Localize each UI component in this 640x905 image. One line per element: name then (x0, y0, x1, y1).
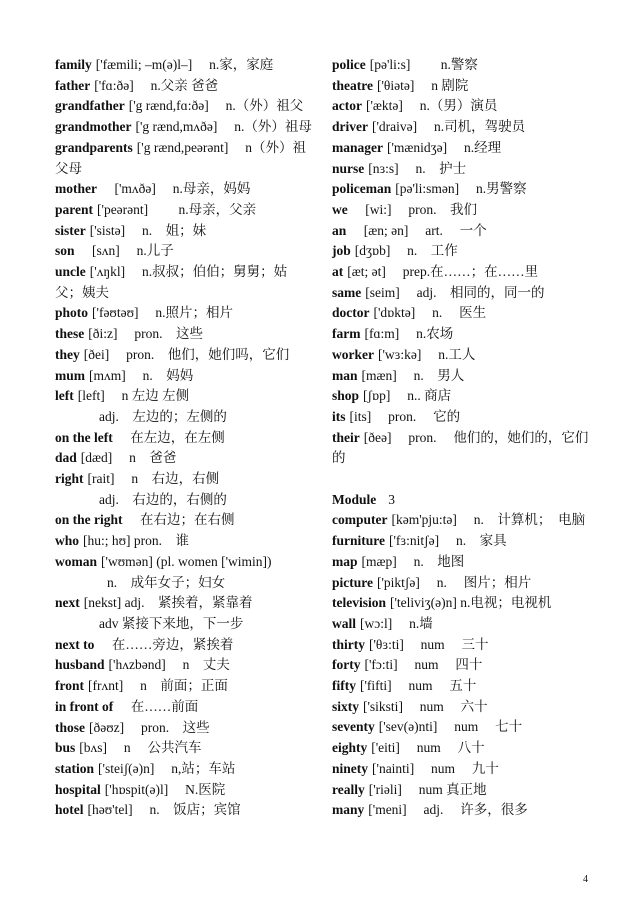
vocab-entry (332, 179, 592, 200)
vocab-entry (55, 759, 313, 780)
vocab-entry (332, 221, 592, 242)
vocab-entry (332, 614, 592, 635)
vocab-word: left (55, 388, 74, 404)
vocab-word: thirty (332, 636, 365, 652)
vocab-definition: ['θɜ:ti] num 三十 (369, 636, 489, 652)
vocab-word: grandmother (55, 119, 132, 135)
vocab-definition: ['wʊmən] (pl. women ['wimin]) (101, 553, 272, 569)
vocab-word: photo (55, 305, 89, 321)
vocab-definition: ['g rænd,peərənt] n（外）祖父母 (55, 139, 307, 176)
vocab-definition: [nekst] adj. 紧挨着，紧靠着 (83, 595, 253, 611)
vocab-word: dad (55, 450, 77, 466)
vocab-word: job (332, 243, 351, 259)
vocab-entry (332, 324, 592, 345)
vocab-definition: ['hɒspit(ə)l] N.医院 (104, 781, 226, 797)
vocab-word: furniture (332, 533, 385, 549)
vocab-entry (55, 324, 313, 345)
spacer (332, 469, 592, 490)
vocab-sub-definition: n. 成年女子；妇女 (107, 574, 226, 590)
vocab-word: in front of (55, 698, 114, 714)
vocab-definition: [ʃɒp] n.. 商店 (363, 388, 452, 404)
vocab-word: hotel (55, 802, 84, 818)
vocab-word: an (332, 222, 347, 238)
vocab-word: theatre (332, 77, 373, 93)
vocab-word: mother (55, 181, 97, 197)
vocab-entry (55, 718, 313, 739)
vocab-definition: [sʌn] n.儿子 (78, 243, 174, 259)
vocab-entry (332, 117, 592, 138)
vocab-word: their (332, 429, 360, 445)
vocab-entry (55, 780, 313, 801)
vocab-definition: [kəm'pju:tə] n. 计算机； 电脑 (391, 512, 586, 528)
vocab-definition: [hu:; hʊ] pron. 谁 (83, 533, 190, 549)
vocab-entry (332, 593, 592, 614)
module-heading (332, 490, 592, 511)
vocab-word: we (332, 201, 348, 217)
vocab-entry (55, 676, 313, 697)
vocab-word: sister (55, 222, 86, 238)
vocab-entry (55, 800, 313, 821)
vocab-word: on the right (55, 512, 123, 528)
vocabulary-list-module-3 (332, 510, 592, 821)
vocab-entry (332, 138, 592, 159)
vocab-definition: [dæd] n 爸爸 (80, 450, 177, 466)
vocab-word: fifty (332, 678, 356, 694)
vocab-entry (332, 676, 592, 697)
vocab-definition: ['mænidʒə] n.经理 (387, 139, 502, 155)
vocab-definition: ['θiətə] n 剧院 (376, 77, 469, 93)
vocab-word: hospital (55, 781, 101, 797)
vocab-word: station (55, 760, 95, 776)
vocab-entry (55, 221, 313, 242)
vocab-entry (332, 386, 592, 407)
vocab-definition: ['g rænd,fɑ:ðə] n.（外）祖父 (128, 98, 304, 114)
vocab-entry (332, 366, 592, 387)
vocab-entry (55, 55, 313, 76)
vocab-word: actor (332, 98, 362, 114)
vocab-entry (55, 241, 313, 262)
vocab-word: sixty (332, 698, 359, 714)
vocab-definition: ['eiti] num 八十 (371, 740, 485, 756)
vocab-definition: [ðəʊz] pron. 这些 (89, 719, 210, 735)
vocab-definition: [pə'li:s] n.警察 (369, 57, 478, 72)
vocab-entry (332, 200, 592, 221)
vocab-word: grandparents (55, 139, 133, 155)
vocab-word: son (55, 243, 75, 259)
vocab-sub-definition: adj. 左边的；左侧的 (99, 408, 227, 424)
vocab-word: man (332, 367, 358, 383)
vocabulary-column-right (332, 55, 592, 821)
vocab-sub-definition: adj. 右边的，右侧的 (99, 491, 227, 507)
vocab-entry (55, 510, 313, 531)
vocab-entry (332, 159, 592, 180)
vocab-word: shop (332, 388, 360, 404)
vocab-word: farm (332, 326, 361, 342)
vocab-definition: [fɑ:m] n.农场 (364, 326, 454, 342)
vocab-word: woman (55, 553, 98, 569)
vocab-entry (332, 428, 592, 469)
module-number: 3 (388, 491, 396, 507)
vocab-definition: ['sistə] n. 姐；妹 (89, 222, 207, 238)
vocab-entry (55, 200, 313, 221)
vocab-entry (55, 262, 313, 303)
vocab-word: really (332, 781, 365, 797)
vocab-word: front (55, 678, 84, 694)
vocab-definition: [ðei] pron. 他们，她们吗，它们 (83, 346, 290, 362)
vocab-definition: 在……旁边，紧挨着 (98, 636, 234, 652)
vocab-definition: [həʊ'tel] n. 饭店；宾馆 (87, 802, 241, 818)
vocab-entry (332, 780, 592, 801)
vocab-definition: ['sev(ə)nti] num 七十 (378, 719, 523, 735)
vocab-definition: [rait] n 右边，右侧 (87, 471, 220, 487)
vocab-definition: [wɔ:l] n.墙 (360, 615, 433, 631)
vocab-word: bus (55, 740, 76, 756)
vocab-word: next (55, 595, 80, 611)
vocab-word: father (55, 77, 91, 93)
vocab-word: at (332, 264, 344, 280)
vocab-entry (332, 759, 592, 780)
vocab-definition: ['fɔ:ti] num 四十 (364, 657, 483, 673)
vocab-definition: [æt; ət] prep.在……；在……里 (347, 264, 539, 280)
vocab-definition: ['riəli] num 真正地 (368, 781, 487, 797)
vocab-definition: [bʌs] n 公共汽车 (79, 740, 202, 756)
vocab-definition: ['teliviʒ(ə)n] n.电视；电视机 (390, 595, 552, 611)
vocab-entry (55, 345, 313, 366)
vocab-word: ninety (332, 760, 369, 776)
vocab-entry (332, 262, 592, 283)
vocab-entry (332, 96, 592, 117)
vocab-entry (332, 655, 592, 676)
vocab-word: doctor (332, 305, 370, 321)
vocab-definition: [æn; ən] art. 一个 (350, 222, 487, 238)
vocab-entry (55, 179, 313, 200)
vocab-entry (332, 738, 592, 759)
vocab-entry (332, 76, 592, 97)
vocab-definition: [ðeə] pron. 他们的，她们的，它们的 (332, 429, 589, 466)
vocab-definition: ['fifti] num 五十 (360, 678, 477, 694)
vocab-word: policeman (332, 181, 392, 197)
vocab-word: map (332, 553, 358, 569)
vocab-entry (332, 241, 592, 262)
vocab-entry (55, 593, 313, 634)
vocab-definition: 在右边；在右侧 (126, 512, 235, 528)
vocab-word: uncle (55, 264, 86, 280)
vocab-entry (55, 697, 313, 718)
vocab-definition: [left] n 左边 左侧 (77, 388, 190, 404)
vocab-word: forty (332, 657, 361, 673)
vocab-word: seventy (332, 719, 375, 735)
vocab-word: mum (55, 367, 85, 383)
vocab-entry (332, 407, 592, 428)
vocab-entry (55, 428, 313, 449)
vocab-definition: ['nainti] num 九十 (372, 760, 499, 776)
vocab-definition: [mæn] n. 男人 (361, 367, 465, 383)
vocab-definition: ['fəʊtəʊ] n.照片；相片 (92, 305, 233, 321)
vocab-word: police (332, 57, 366, 72)
vocab-entry (332, 55, 592, 76)
vocab-definition: [wi:] pron. 我们 (351, 201, 477, 217)
vocab-entry (332, 697, 592, 718)
vocab-definition: ['hʌzbənd] n 丈夫 (108, 657, 230, 673)
vocab-word: right (55, 471, 84, 487)
vocab-entry (332, 800, 592, 821)
vocab-sub-definition: adv 紧接下来地，下一步 (99, 615, 244, 631)
vocab-entry (332, 717, 592, 738)
vocab-entry (55, 117, 313, 138)
vocab-word: grandfather (55, 98, 125, 114)
vocab-word: eighty (332, 740, 368, 756)
vocab-word: computer (332, 512, 388, 528)
vocab-entry (55, 76, 313, 97)
vocab-entry (55, 552, 313, 593)
vocab-word: husband (55, 657, 105, 673)
vocab-definition: [nɜ:s] n. 护士 (368, 160, 467, 176)
vocab-entry (55, 738, 313, 759)
vocab-entry (55, 531, 313, 552)
vocab-word: wall (332, 615, 357, 631)
vocab-definition: ['dɒktə] n. 医生 (373, 305, 487, 321)
vocab-definition: [mʌm] n. 妈妈 (89, 367, 194, 383)
vocab-definition: [mæp] n. 地图 (361, 553, 465, 569)
vocab-definition: 在……前面 (117, 698, 199, 714)
vocab-entry (332, 531, 592, 552)
vocab-word: driver (332, 119, 368, 135)
vocab-word: they (55, 346, 80, 362)
vocab-entry (55, 469, 313, 510)
vocab-word: those (55, 719, 85, 735)
vocab-definition: [seim] adj. 相同的，同一的 (365, 284, 545, 300)
vocab-definition: ['mʌðə] n.母亲，妈妈 (100, 181, 251, 197)
vocab-definition: ['fɜ:nitʃə] n. 家具 (389, 533, 507, 549)
vocab-definition: [ði:z] pron. 这些 (88, 326, 203, 342)
vocab-entry (55, 303, 313, 324)
page-number: 4 (583, 874, 588, 885)
vocab-entry (332, 552, 592, 573)
vocab-word: family (55, 57, 92, 72)
vocab-word: television (332, 595, 386, 611)
vocab-entry (332, 573, 592, 594)
vocab-definition: ['piktʃə] n. 图片；相片 (377, 574, 532, 590)
vocabulary-column-left (55, 55, 313, 821)
vocab-word: many (332, 802, 365, 818)
vocab-entry (55, 366, 313, 387)
vocab-entry (55, 138, 313, 179)
vocab-definition: ['meni] adj. 许多，很多 (368, 802, 528, 818)
vocab-entry (332, 283, 592, 304)
vocab-entry (332, 635, 592, 656)
vocab-entry (332, 345, 592, 366)
vocab-definition: ['steiʃ(ə)n] n,站；车站 (98, 760, 236, 776)
vocab-word: its (332, 408, 346, 424)
vocab-definition: [pə'li:smən] n.男警察 (395, 181, 527, 197)
vocab-definition: ['draivə] n.司机，驾驶员 (372, 119, 526, 135)
vocab-word: who (55, 533, 80, 549)
vocab-word: nurse (332, 160, 365, 176)
vocab-entry (332, 510, 592, 531)
vocab-entry (332, 303, 592, 324)
vocab-entry (55, 96, 313, 117)
vocab-definition: [its] pron. 它的 (349, 408, 461, 424)
vocab-word: on the left (55, 429, 113, 445)
vocab-word: same (332, 284, 362, 300)
vocab-word: worker (332, 346, 374, 362)
vocab-entry (55, 386, 313, 427)
vocab-definition: ['fæmili; –m(ə)l–] n.家，家庭 (95, 57, 274, 72)
vocab-definition: ['wɜ:kə] n.工人 (377, 346, 476, 362)
vocab-definition: [dʒɒb] n. 工作 (354, 243, 458, 259)
vocab-word: picture (332, 574, 373, 590)
vocab-word: parent (55, 201, 94, 217)
vocab-definition: [frʌnt] n 前面；正面 (88, 678, 228, 694)
vocab-definition: ['g rænd,mʌðə] n.（外）祖母 (135, 119, 312, 135)
vocab-entry (55, 655, 313, 676)
vocab-word: next to (55, 636, 95, 652)
module-label: Module (332, 491, 377, 507)
vocab-entry (55, 635, 313, 656)
vocab-definition: ['fɑ:ðə] n.父亲 爸爸 (94, 77, 219, 93)
vocab-definition: 在左边，在左侧 (116, 429, 225, 445)
vocab-definition: ['æktə] n.（男）演员 (365, 98, 498, 114)
vocab-entry (55, 448, 313, 469)
vocab-definition: ['peərənt] n.母亲，父亲 (97, 201, 257, 217)
vocab-definition: ['ʌŋkl] n.叔叔；伯伯；舅舅；姑父；姨夫 (55, 264, 288, 300)
vocabulary-list-module-2 (332, 55, 592, 469)
vocab-definition: ['siksti] num 六十 (363, 698, 488, 714)
vocab-word: manager (332, 139, 383, 155)
vocab-word: these (55, 326, 85, 342)
